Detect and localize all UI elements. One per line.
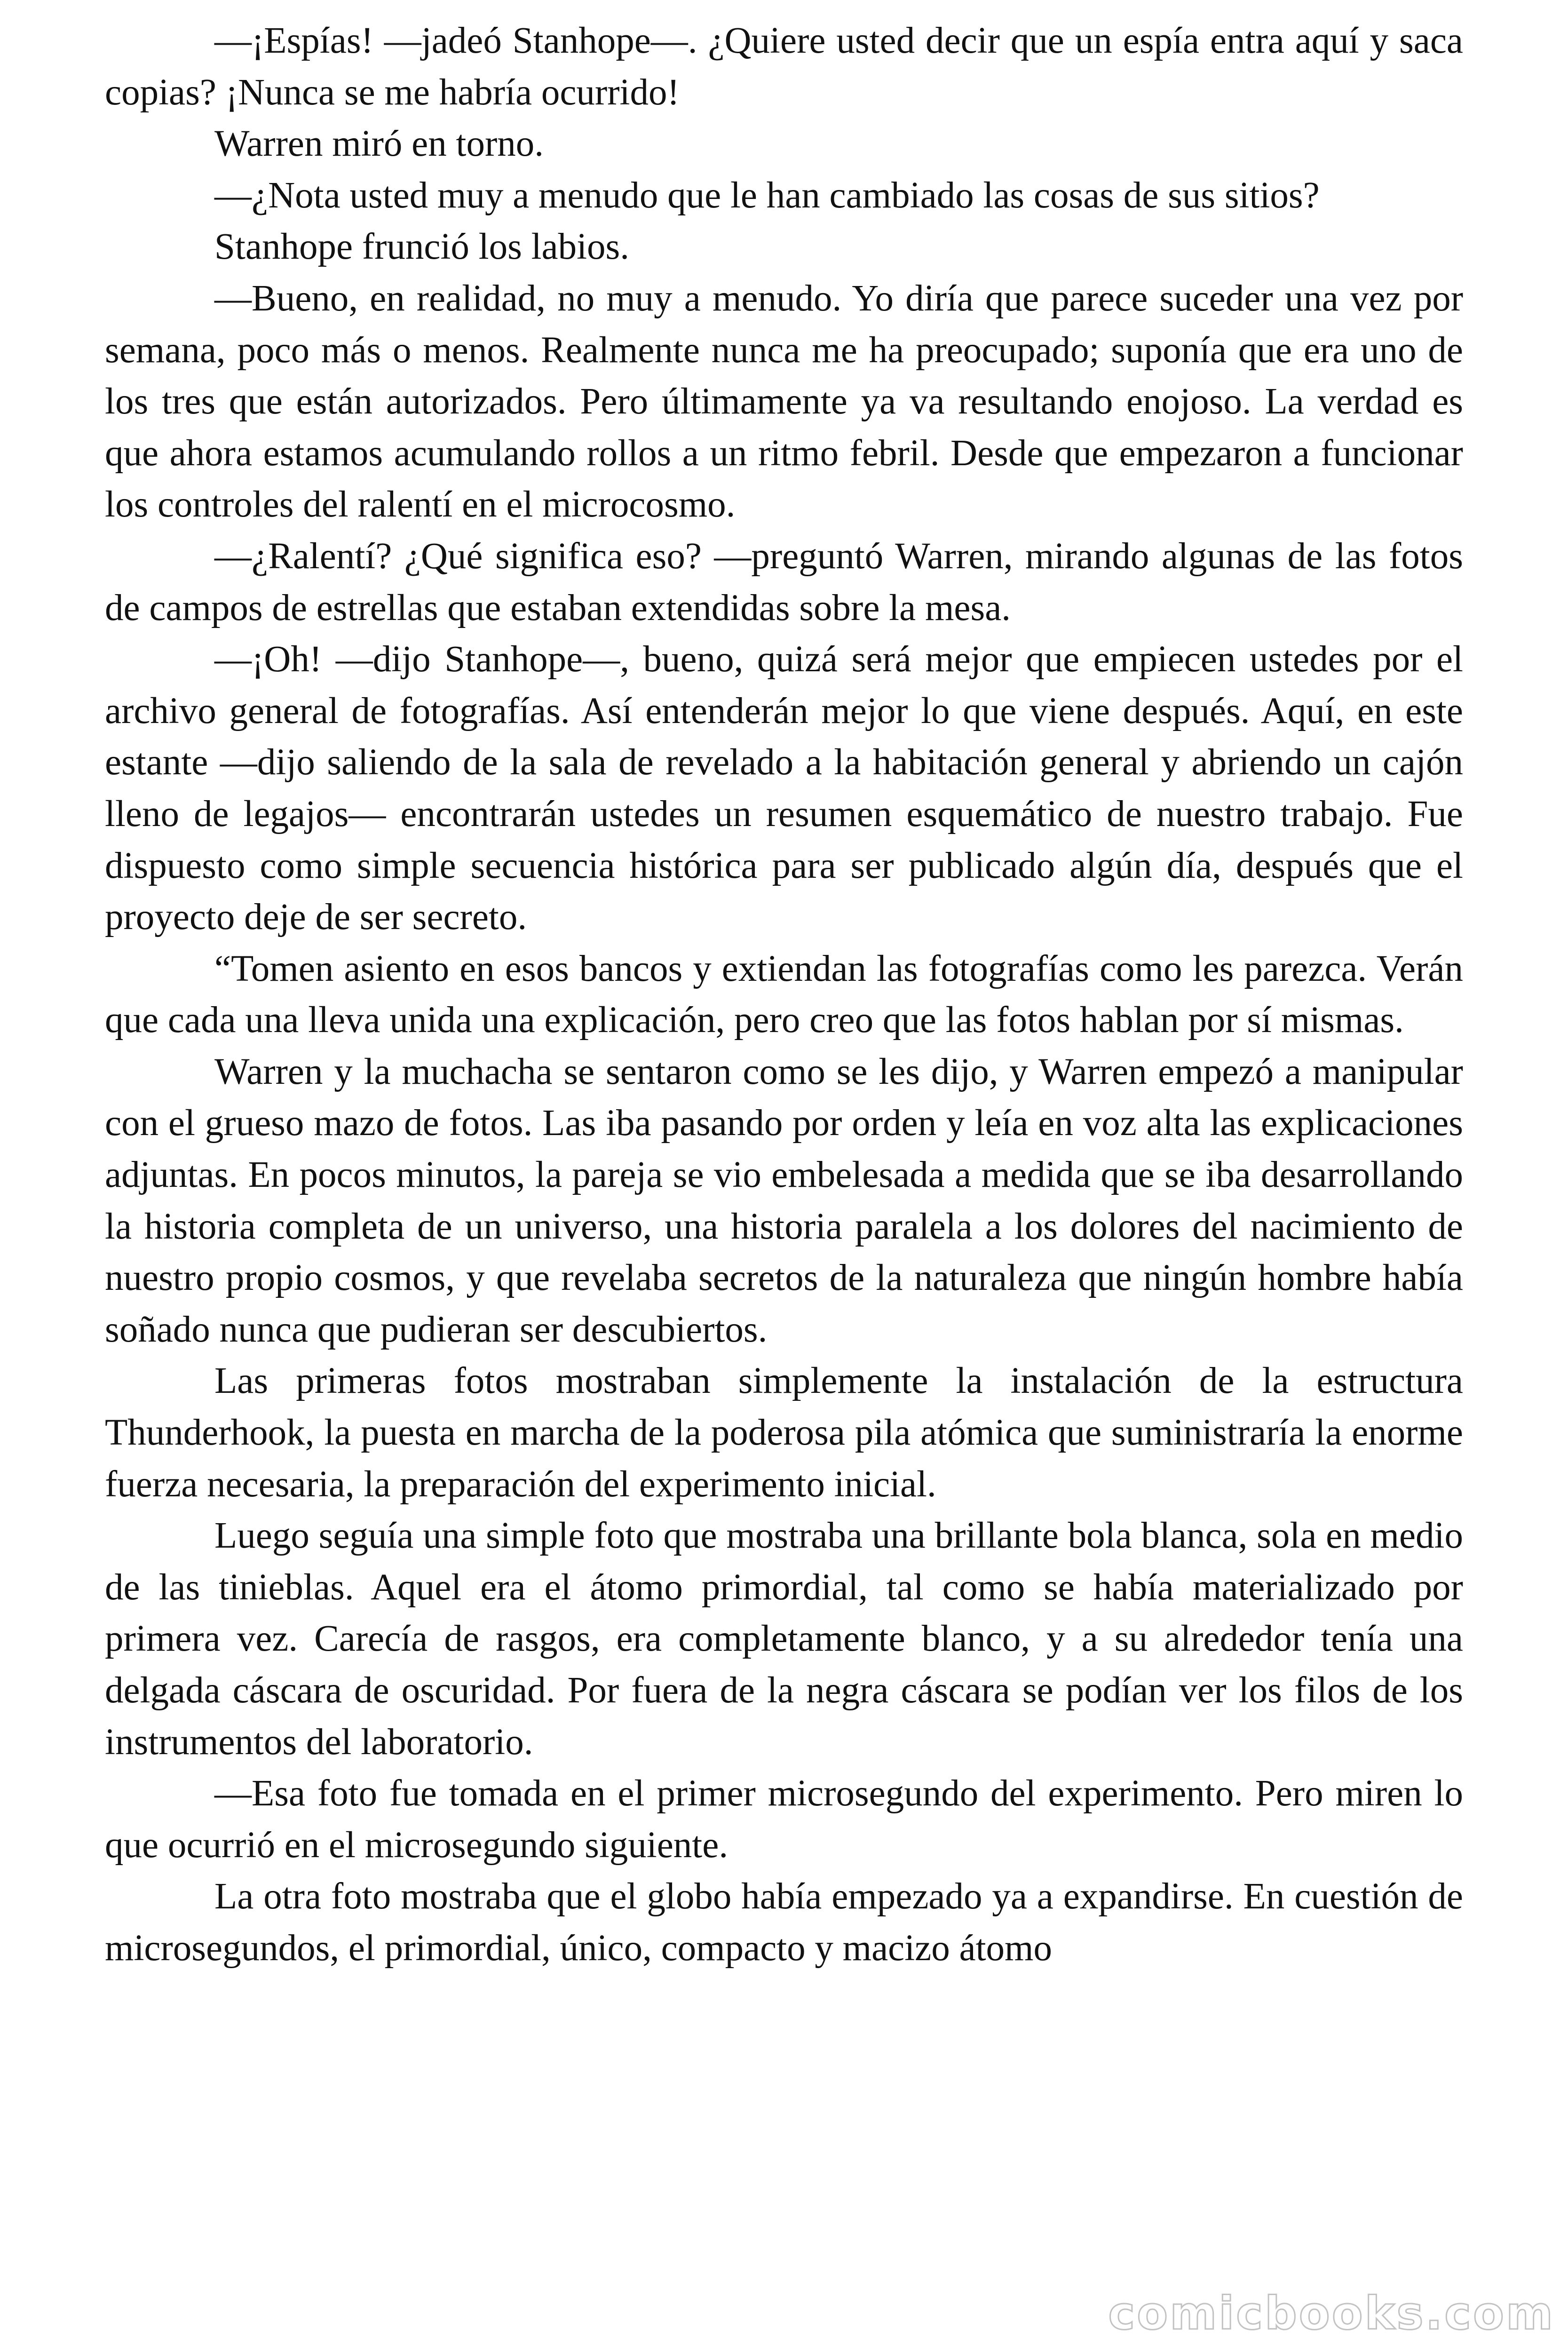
paragraph: —¡Espías! —jadeó Stanhope—. ¿Quiere usted decir que un espía entra aquí y saca copias? ¡Nunca se me habría ocurrido! xyxy=(105,20,1463,113)
paragraph: Las primeras fotos mostraban simplemente la instalación de la estructura Thunderhook, la puesta en marcha de la poderosa pila atómica que suministraría la enorme fuerza necesaria, la preparación del experimento inicial. xyxy=(105,1360,1463,1505)
paragraph: La otra foto mostraba que el globo había empezado ya a expandirse. En cuestión de microsegundos, el primordial, único, compacto y macizo átomo xyxy=(105,1876,1463,1969)
paragraph: —¿Nota usted muy a menudo que le han cambiado las cosas de sus sitios? xyxy=(214,175,1320,216)
paragraph: —Esa foto fue tomada en el primer microsegundo del experimento. Pero miren lo que ocurrió en el microsegundo siguiente. xyxy=(105,1773,1463,1866)
paragraph: Warren y la muchacha se sentaron como se les dijo, y Warren empezó a manipular con el grueso mazo de fotos. Las iba pasando por orden y leía en voz alta las explicaciones adjuntas. En pocos minutos, la pareja se vio embelesada a medida que se iba desarrollando la historia completa de un universo, una historia paralela a los dolores del nacimiento de nuestro propio cosmos, y que revelaba secretos de la naturaleza que ningún hombre había soñado nunca que pudieran ser descubiertos. xyxy=(105,1051,1463,1350)
paragraph: Luego seguía una simple foto que mostraba una brillante bola blanca, sola en medio de las tinieblas. Aquel era el átomo primordial, tal como se había materializado por primera vez. Carecía de rasgos, era completamente blanco, y a su alrededor tenía una delgada cáscara de oscuridad. Por fuera de la negra cáscara se podían ver los filos de los instrumentos del laboratorio. xyxy=(105,1515,1463,1763)
paragraph: Warren miró en torno. xyxy=(214,123,544,165)
paragraph: —¡Oh! —dijo Stanhope—, bueno, quizá será mejor que empiecen ustedes por el archivo general de fotografías. Así entenderán mejor lo que viene después. Aquí, en este estante —dijo saliendo de la sala de revelado a la habitación general y abriendo un cajón lleno de legajos— encontrarán ustedes un resumen esquemático de nuestro trabajo. Fue dispuesto como simple secuencia histórica para ser publicado algún día, después que el proyecto deje de ser secreto. xyxy=(105,639,1463,938)
paragraph: —Bueno, en realidad, no muy a menudo. Yo diría que parece suceder una vez por semana, poco más o menos. Realmente nunca me ha preocupado; suponía que era uno de los tres que están autorizados. Pero últimamente ya va resultando enojoso. La verdad es que ahora estamos acumulando rollos a un ritmo febril. Desde que empezaron a funcionar los controles del ralentí en el microcosmo. xyxy=(105,278,1463,525)
paragraph: —¿Ralentí? ¿Qué significa eso? —preguntó Warren, mirando algunas de las fotos de campos de estrellas que estaban extendidas sobre la mesa. xyxy=(105,535,1463,628)
paragraph: Stanhope frunció los labios. xyxy=(214,226,630,268)
paragraph: “Tomen asiento en esos bancos y extiendan las fotografías como les parezca. Verán que cada una lleva unida una explicación, pero creo que las fotos hablan por sí mismas. xyxy=(105,948,1463,1041)
site-watermark: comicbooks.com xyxy=(1108,2287,1555,2340)
book-page-body xyxy=(105,15,1463,1974)
